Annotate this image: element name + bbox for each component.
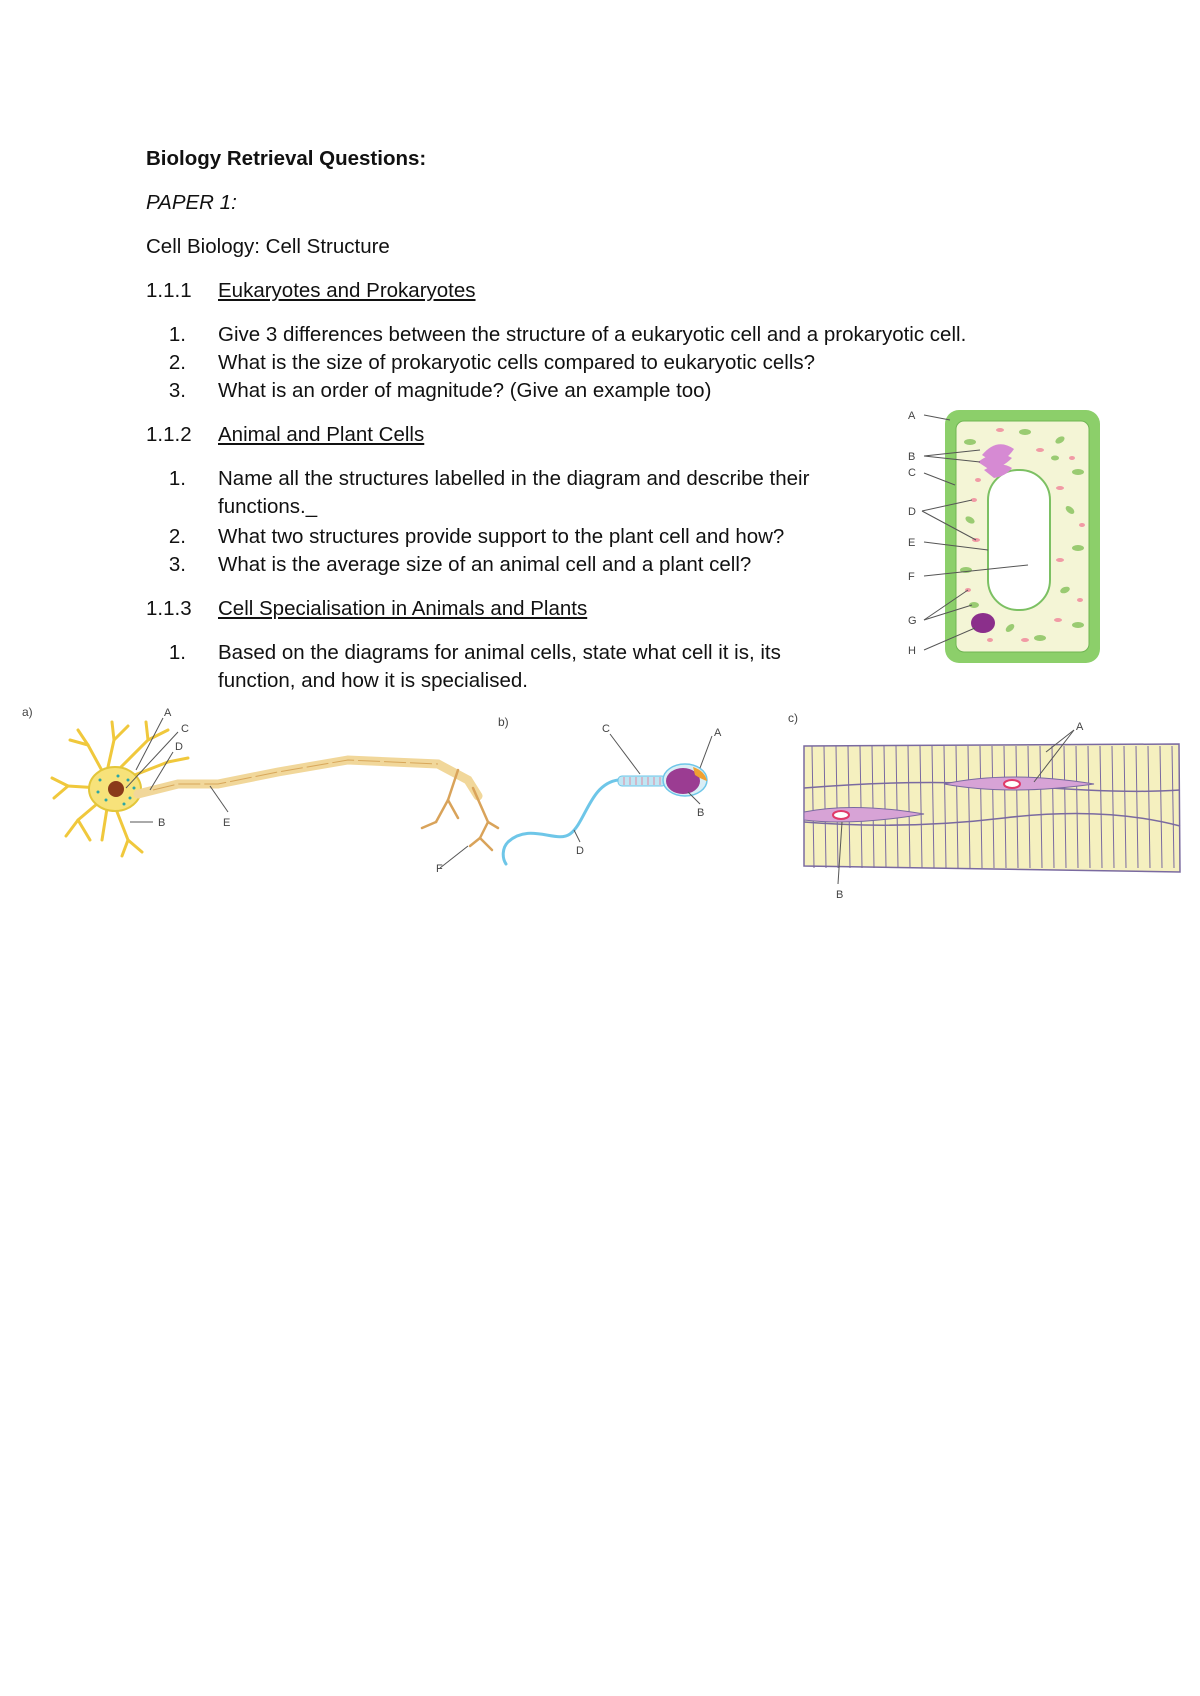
sperm-label-a: A <box>714 727 722 739</box>
figure-tag: a) <box>22 705 33 719</box>
paper-label: PAPER 1: <box>146 191 237 214</box>
sperm-label-c: C <box>602 723 610 735</box>
plant-label-f: F <box>908 571 915 583</box>
nerve-cell-diagram <box>18 700 518 880</box>
muscle-label-a: A <box>1076 721 1084 733</box>
question-text: What two structures provide support to the plant cell and how? <box>218 525 785 548</box>
topic-heading: Cell Biology: Cell Structure <box>146 235 390 258</box>
nerve-label-f: F <box>436 863 443 875</box>
section-title: Animal and Plant Cells <box>218 423 425 446</box>
nerve-label-d: D <box>175 741 183 753</box>
question-number: 3. <box>168 379 186 402</box>
question-text: Based on the diagrams for animal cells, state what cell it is, its function, and how it is specialised. <box>218 641 781 692</box>
plant-label-a: A <box>908 410 916 422</box>
muscle-cell-diagram <box>784 706 1184 902</box>
question-text: Give 3 differences between the structure of a eukaryotic cell and a prokaryotic cell. <box>218 323 967 346</box>
axon <box>138 760 478 796</box>
sperm-label-b: B <box>697 807 705 819</box>
plant-cell-diagram <box>900 400 1110 670</box>
question-text: What is the size of prokaryotic cells compared to eukaryotic cells? <box>218 351 816 374</box>
nerve-label-e: E <box>223 817 231 829</box>
question-number: 1. <box>168 323 186 346</box>
section-number: 1.1.2 <box>146 423 192 446</box>
nerve-label-c: C <box>181 723 189 735</box>
question-text: What is the average size of an animal cell and a plant cell? <box>218 553 752 576</box>
nerve-label-a: A <box>164 707 172 719</box>
plant-label-h: H <box>908 645 916 657</box>
section-heading-1-1-2 <box>146 423 424 447</box>
plant-label-e: E <box>908 537 916 549</box>
plant-label-c: C <box>908 467 916 479</box>
question-number: 2. <box>168 525 186 548</box>
figure-tag: c) <box>788 711 798 725</box>
plant-label-d: D <box>908 506 916 518</box>
section-number: 1.1.1 <box>146 279 192 302</box>
tail <box>503 780 618 864</box>
section-number: 1.1.3 <box>146 597 192 620</box>
question-number: 1. <box>168 467 186 490</box>
nucleus <box>1004 780 1020 788</box>
question-number: 1. <box>168 641 186 664</box>
figure-tag: b) <box>498 715 509 729</box>
section-heading-1-1-1 <box>146 279 476 303</box>
plant-label-b: B <box>908 451 916 463</box>
sperm-label-d: D <box>576 845 584 857</box>
axon-terminals <box>422 770 498 850</box>
sperm-cell-diagram <box>490 712 760 872</box>
question-number: 3. <box>168 553 186 576</box>
document-title: Biology Retrieval Questions: <box>146 147 427 170</box>
section-title: Cell Specialisation in Animals and Plants <box>218 597 588 620</box>
nucleus <box>108 781 124 797</box>
question-number: 2. <box>168 351 186 374</box>
section-heading-1-1-3 <box>146 597 587 621</box>
muscle-label-b: B <box>836 889 844 901</box>
section-title: Eukaryotes and Prokaryotes <box>218 279 476 302</box>
vacuole <box>988 470 1050 610</box>
nucleus <box>971 613 995 633</box>
plant-label-g: G <box>908 615 917 627</box>
question-text: What is an order of magnitude? (Give an example too) <box>218 379 712 402</box>
question-text: Name all the structures labelled in the diagram and describe their functions._ <box>218 467 810 518</box>
nucleus <box>833 811 849 819</box>
nerve-label-b: B <box>158 817 166 829</box>
